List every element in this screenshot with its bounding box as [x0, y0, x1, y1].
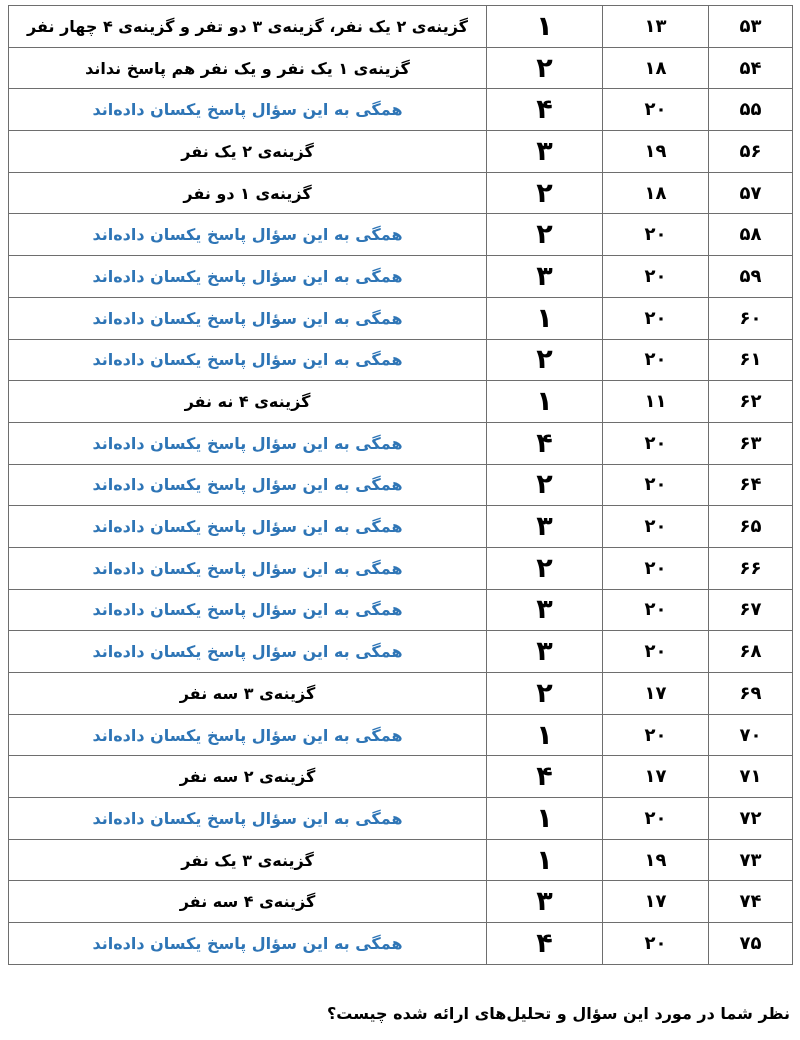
question-number-cell: ۵۶ [709, 131, 793, 173]
table-row [9, 339, 793, 381]
distribution-description-cell: همگی به این سؤال پاسخ یکسان داده‌اند [9, 547, 487, 589]
question-number-cell: ۶۹ [709, 673, 793, 715]
answer-key-cell: ۴ [487, 923, 603, 965]
distribution-description-cell: همگی به این سؤال پاسخ یکسان داده‌اند [9, 339, 487, 381]
table-row [9, 506, 793, 548]
distribution-description-cell: گزینه‌ی ۳ سه نفر [9, 673, 487, 715]
distribution-description-cell: همگی به این سؤال پاسخ یکسان داده‌اند [9, 631, 487, 673]
answer-key-cell: ۳ [487, 631, 603, 673]
correct-count-cell: ۱۸ [603, 172, 709, 214]
question-number-cell: ۶۳ [709, 422, 793, 464]
question-number-cell: ۷۳ [709, 839, 793, 881]
distribution-description-cell: گزینه‌ی ۴ سه نفر [9, 881, 487, 923]
answer-key-cell: ۲ [487, 172, 603, 214]
distribution-description-cell: همگی به این سؤال پاسخ یکسان داده‌اند [9, 714, 487, 756]
correct-count-cell: ۲۰ [603, 714, 709, 756]
question-number-cell: ۵۷ [709, 172, 793, 214]
distribution-description-cell: همگی به این سؤال پاسخ یکسان داده‌اند [9, 422, 487, 464]
answer-key-cell: ۴ [487, 89, 603, 131]
question-number-cell: ۷۲ [709, 798, 793, 840]
answer-key-cell: ۲ [487, 673, 603, 715]
answer-key-cell: ۳ [487, 881, 603, 923]
table-row [9, 47, 793, 89]
table-row [9, 297, 793, 339]
table-row [9, 381, 793, 423]
correct-count-cell: ۲۰ [603, 89, 709, 131]
table-row [9, 714, 793, 756]
correct-count-cell: ۱۹ [603, 839, 709, 881]
answer-key-cell: ۴ [487, 756, 603, 798]
correct-count-cell: ۲۰ [603, 798, 709, 840]
table-row [9, 631, 793, 673]
distribution-description-cell: گزینه‌ی ۴ نه نفر [9, 381, 487, 423]
distribution-description-cell: همگی به این سؤال پاسخ یکسان داده‌اند [9, 798, 487, 840]
table-row [9, 6, 793, 48]
answers-table [8, 5, 793, 965]
table-row [9, 89, 793, 131]
answer-key-cell: ۱ [487, 381, 603, 423]
question-number-cell: ۶۶ [709, 547, 793, 589]
correct-count-cell: ۲۰ [603, 923, 709, 965]
correct-count-cell: ۱۷ [603, 673, 709, 715]
answer-key-cell: ۱ [487, 6, 603, 48]
correct-count-cell: ۱۷ [603, 756, 709, 798]
question-number-cell: ۷۴ [709, 881, 793, 923]
question-number-cell: ۵۵ [709, 89, 793, 131]
answer-key-cell: ۲ [487, 339, 603, 381]
correct-count-cell: ۲۰ [603, 506, 709, 548]
answer-key-cell: ۲ [487, 214, 603, 256]
answer-key-cell: ۳ [487, 506, 603, 548]
answer-key-cell: ۲ [487, 464, 603, 506]
footer-question: نظر شما در مورد این سؤال و تحلیل‌های ارائه شده چیست؟ [327, 1004, 790, 1023]
question-number-cell: ۷۵ [709, 923, 793, 965]
distribution-description-cell: گزینه‌ی ۲ یک نفر [9, 131, 487, 173]
correct-count-cell: ۲۰ [603, 464, 709, 506]
distribution-description-cell: گزینه‌ی ۲ سه نفر [9, 756, 487, 798]
table-row [9, 422, 793, 464]
question-number-cell: ۵۴ [709, 47, 793, 89]
distribution-description-cell: همگی به این سؤال پاسخ یکسان داده‌اند [9, 89, 487, 131]
answer-key-cell: ۴ [487, 422, 603, 464]
table-row [9, 464, 793, 506]
question-number-cell: ۵۳ [709, 6, 793, 48]
question-number-cell: ۶۴ [709, 464, 793, 506]
correct-count-cell: ۲۰ [603, 589, 709, 631]
answer-key-cell: ۱ [487, 839, 603, 881]
question-number-cell: ۷۰ [709, 714, 793, 756]
answer-key-cell: ۱ [487, 297, 603, 339]
table-row [9, 214, 793, 256]
distribution-description-cell: همگی به این سؤال پاسخ یکسان داده‌اند [9, 464, 487, 506]
distribution-description-cell: گزینه‌ی ۲ یک نفر، گزینه‌ی ۳ دو تفر و گزینه‌ی ۴ چهار نفر [9, 6, 487, 48]
distribution-description-cell: گزینه‌ی ۳ یک نفر [9, 839, 487, 881]
correct-count-cell: ۱۳ [603, 6, 709, 48]
question-number-cell: ۵۹ [709, 256, 793, 298]
correct-count-cell: ۲۰ [603, 631, 709, 673]
answer-key-cell: ۱ [487, 798, 603, 840]
correct-count-cell: ۱۱ [603, 381, 709, 423]
correct-count-cell: ۱۷ [603, 881, 709, 923]
question-number-cell: ۵۸ [709, 214, 793, 256]
answer-key-cell: ۱ [487, 714, 603, 756]
distribution-description-cell: همگی به این سؤال پاسخ یکسان داده‌اند [9, 297, 487, 339]
correct-count-cell: ۲۰ [603, 339, 709, 381]
answers-table-body [9, 6, 793, 965]
table-row [9, 673, 793, 715]
distribution-description-cell: گزینه‌ی ۱ دو نفر [9, 172, 487, 214]
question-number-cell: ۶۱ [709, 339, 793, 381]
correct-count-cell: ۱۹ [603, 131, 709, 173]
table-row [9, 256, 793, 298]
table-row [9, 798, 793, 840]
table-row [9, 881, 793, 923]
question-number-cell: ۶۵ [709, 506, 793, 548]
table-row [9, 589, 793, 631]
distribution-description-cell: همگی به این سؤال پاسخ یکسان داده‌اند [9, 256, 487, 298]
correct-count-cell: ۲۰ [603, 547, 709, 589]
correct-count-cell: ۱۸ [603, 47, 709, 89]
table-row [9, 756, 793, 798]
answer-key-cell: ۳ [487, 589, 603, 631]
table-row [9, 839, 793, 881]
correct-count-cell: ۲۰ [603, 297, 709, 339]
answer-key-cell: ۳ [487, 256, 603, 298]
question-number-cell: ۶۰ [709, 297, 793, 339]
distribution-description-cell: همگی به این سؤال پاسخ یکسان داده‌اند [9, 214, 487, 256]
table-row [9, 172, 793, 214]
question-number-cell: ۶۲ [709, 381, 793, 423]
correct-count-cell: ۲۰ [603, 422, 709, 464]
answer-key-cell: ۲ [487, 47, 603, 89]
distribution-description-cell: گزینه‌ی ۱ یک نفر و یک نفر هم پاسخ نداند [9, 47, 487, 89]
question-number-cell: ۷۱ [709, 756, 793, 798]
question-number-cell: ۶۷ [709, 589, 793, 631]
distribution-description-cell: همگی به این سؤال پاسخ یکسان داده‌اند [9, 589, 487, 631]
correct-count-cell: ۲۰ [603, 256, 709, 298]
question-number-cell: ۶۸ [709, 631, 793, 673]
answer-key-cell: ۳ [487, 131, 603, 173]
table-row [9, 547, 793, 589]
answer-key-cell: ۲ [487, 547, 603, 589]
correct-count-cell: ۲۰ [603, 214, 709, 256]
distribution-description-cell: همگی به این سؤال پاسخ یکسان داده‌اند [9, 923, 487, 965]
distribution-description-cell: همگی به این سؤال پاسخ یکسان داده‌اند [9, 506, 487, 548]
table-row [9, 131, 793, 173]
table-row [9, 923, 793, 965]
